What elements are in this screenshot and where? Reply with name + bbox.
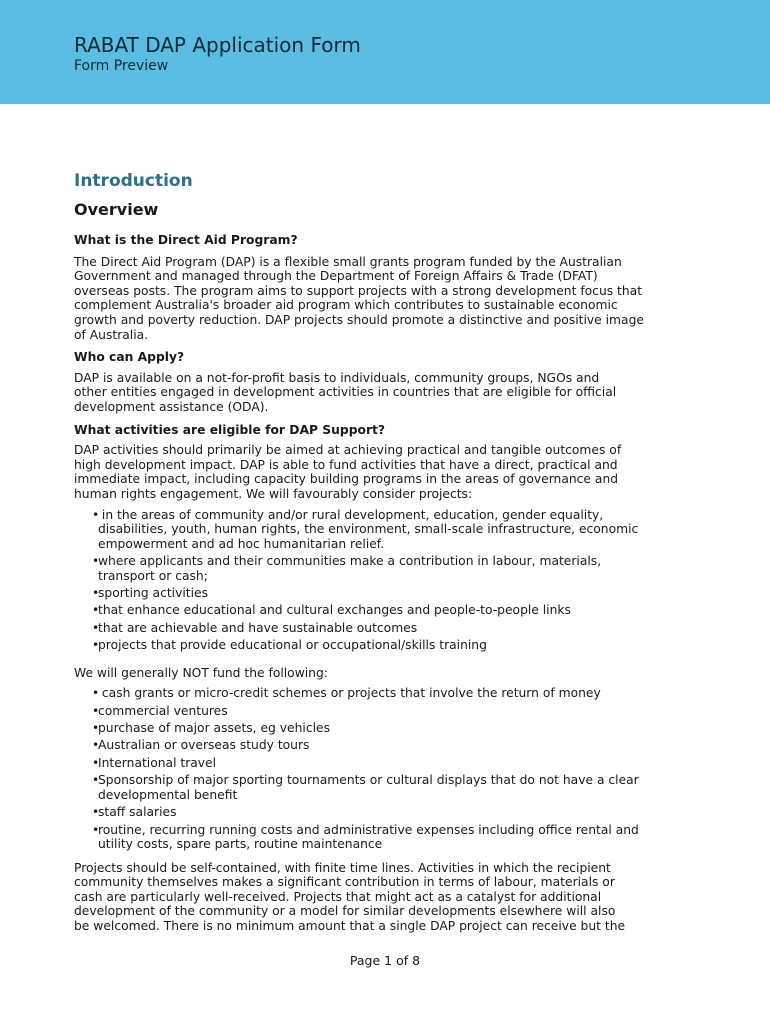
paragraph-not-funded: We will generally NOT fund the following: bbox=[74, 665, 328, 680]
eligible-projects-list bbox=[74, 508, 684, 653]
bullet-icon: • bbox=[92, 603, 100, 618]
paragraph-project-guidelines: Projects should be self-contained, with finite time lines. Activities in which the recipient community themselves makes a significant contribution in terms of labour, materials or cash are particularly well-received. Projects that might act as a catalyst for additional development of the community or a model for similar developments elsewhere will also be welcomed. There is no minimum amount that a single DAP project can receive but the bbox=[74, 860, 626, 933]
bullet-icon: • bbox=[92, 773, 100, 788]
list-item: •sporting activities bbox=[92, 586, 208, 601]
bullet-icon: • bbox=[92, 738, 100, 753]
question-heading-eligible-activities: What activities are eligible for DAP Support? bbox=[74, 422, 386, 437]
bullet-icon: • bbox=[92, 638, 100, 653]
bullet-icon: • bbox=[92, 822, 100, 837]
page-header bbox=[0, 0, 770, 104]
question-heading-what-is-dap: What is the Direct Aid Program? bbox=[74, 233, 298, 247]
question-heading-who-can-apply: Who can Apply? bbox=[74, 350, 185, 365]
list-item: • in the areas of community and/or rural development, education, gender equality, disabilities, youth, human rights, the environment, small-scale infrastructure, economic empowerment and ad hoc humanitarian relief. bbox=[92, 507, 639, 551]
paragraph-what-is-dap: The Direct Aid Program (DAP) is a flexible small grants program funded by the Australian Government and managed through the Department of Foreign Affairs & Trade (DFAT) overseas posts. The program aims to support projects with a strong development focus that complement Australia's broader aid program which contributes to sustainable economic growth and poverty reduction. DAP projects should promote a distinctive and positive image of Australia. bbox=[74, 254, 644, 342]
list-item: •Sponsorship of major sporting tournaments or cultural displays that do not have a clear developmental benefit bbox=[92, 773, 639, 802]
page-number: Page 1 of 8 bbox=[349, 953, 421, 968]
form-subtitle: Form Preview bbox=[74, 58, 169, 74]
list-item: •that are achievable and have sustainable outcomes bbox=[92, 620, 418, 635]
bullet-icon: • bbox=[92, 805, 100, 820]
list-item: •routine, recurring running costs and administrative expenses including office rental and utility costs, spare parts, routine maintenance bbox=[92, 822, 639, 852]
bullet-icon: • bbox=[92, 554, 100, 569]
not-funded-list bbox=[74, 686, 684, 852]
bullet-icon: • bbox=[92, 686, 100, 701]
bullet-icon: • bbox=[92, 755, 100, 770]
list-item: •International travel bbox=[92, 755, 217, 770]
document-body bbox=[74, 170, 684, 934]
bullet-icon: • bbox=[92, 703, 100, 718]
list-item: •that enhance educational and cultural exchanges and people-to-people links bbox=[92, 603, 571, 618]
section-heading: Introduction bbox=[74, 171, 193, 191]
list-item: •purchase of major assets, eg vehicles bbox=[92, 721, 330, 735]
bullet-icon: • bbox=[92, 721, 100, 735]
section-subheading: Overview bbox=[74, 200, 159, 219]
list-item: •Australian or overseas study tours bbox=[92, 738, 310, 753]
bullet-icon: • bbox=[92, 620, 100, 635]
paragraph-who-can-apply: DAP is available on a not-for-profit basis to individuals, community groups, NGOs and other entities engaged in development activities in countries that are eligible for official development assistance (ODA). bbox=[74, 370, 617, 414]
list-item: • cash grants or micro-credit schemes or projects that involve the return of money bbox=[92, 686, 601, 701]
paragraph-eligible-activities: DAP activities should primarily be aimed at achieving practical and tangible outcomes of high development impact. DAP is able to fund activities that have a direct, practical and immediate impact, including capacity building programs in the areas of governance and human rights engagement. We will favourably consider projects: bbox=[74, 443, 622, 501]
list-item: •projects that provide educational or occupational/skills training bbox=[92, 638, 487, 653]
bullet-icon: • bbox=[92, 507, 100, 522]
list-item: •staff salaries bbox=[92, 805, 177, 820]
bullet-icon: • bbox=[92, 586, 100, 601]
list-item: •commercial ventures bbox=[92, 703, 228, 718]
list-item: •where applicants and their communities make a contribution in labour, materials, transport or cash; bbox=[92, 554, 602, 583]
form-title: RABAT DAP Application Form bbox=[74, 33, 361, 57]
